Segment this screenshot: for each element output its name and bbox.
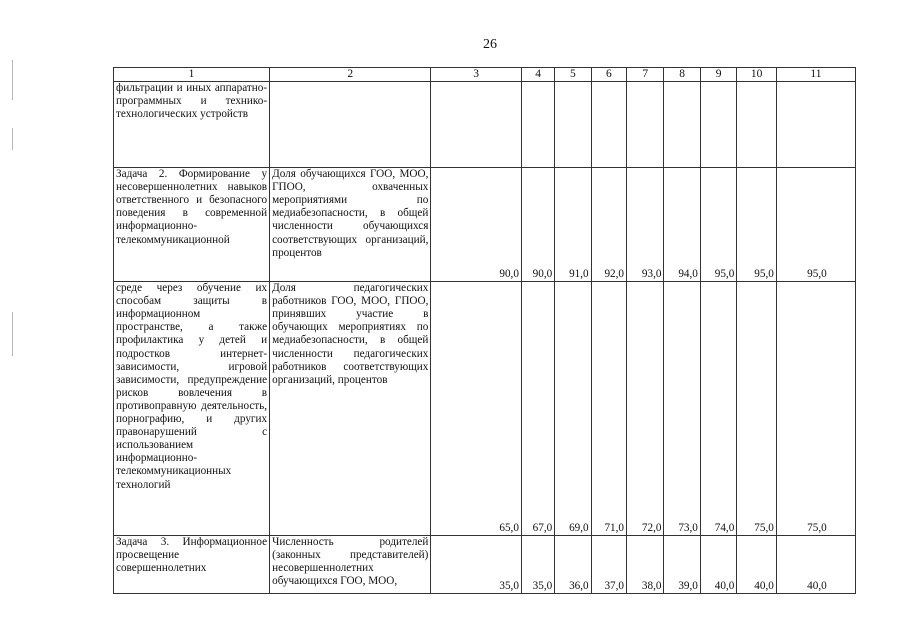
column-header: 8	[664, 68, 700, 82]
task-cell: фильтрации и иных аппаратно-программных и технико-технологических устройств	[114, 82, 270, 168]
value-cell	[737, 82, 777, 168]
value-cell: 74,0	[700, 282, 736, 536]
value-cell	[591, 82, 626, 168]
indicator-cell	[270, 82, 431, 168]
table-row	[114, 536, 856, 594]
column-header: 2	[270, 68, 431, 82]
value-cell	[627, 82, 664, 168]
indicators-table	[113, 67, 856, 594]
value-cell: 75,0	[776, 282, 855, 536]
value-cell	[700, 82, 736, 168]
task-cell: среде через обучение их способам защиты в информационном пространстве, а также профилактика у детей и подростков интернет-зависимости, игровой зависимости, предупреждение рисков вовлечения в противоправную деятельность, порнографию, и других правонарушений с использованием информационно-телекоммуникационных технологий	[114, 282, 270, 536]
column-header: 7	[627, 68, 664, 82]
scan-mark	[12, 128, 13, 150]
column-header: 3	[431, 68, 522, 82]
value-cell: 35,0	[431, 536, 522, 594]
value-cell: 38,0	[627, 536, 664, 594]
value-cell: 40,0	[737, 536, 777, 594]
indicator-cell: Численность родителей (законных представителей) несовершеннолетних обучающихся ГОО, МОО,	[270, 536, 431, 594]
value-cell	[521, 82, 554, 168]
value-cell: 90,0	[431, 168, 522, 282]
value-cell: 95,0	[776, 168, 855, 282]
value-cell: 69,0	[555, 282, 591, 536]
value-cell: 37,0	[591, 536, 626, 594]
value-cell: 95,0	[737, 168, 777, 282]
value-cell	[431, 82, 522, 168]
value-cell: 36,0	[555, 536, 591, 594]
table-row	[114, 82, 856, 168]
table-row	[114, 282, 856, 536]
page-number: 26	[483, 37, 497, 52]
column-header: 11	[776, 68, 855, 82]
column-header: 1	[114, 68, 270, 82]
value-cell: 95,0	[700, 168, 736, 282]
indicator-cell: Доля обучающихся ГОО, МОО, ГПОО, охваченных мероприятиями по медиабезопасности, в общей численности обучающихся соответствующих организаций, процентов	[270, 168, 431, 282]
value-cell: 75,0	[737, 282, 777, 536]
value-cell: 94,0	[664, 168, 700, 282]
column-header: 10	[737, 68, 777, 82]
value-cell: 72,0	[627, 282, 664, 536]
value-cell: 35,0	[521, 536, 554, 594]
value-cell: 39,0	[664, 536, 700, 594]
task-cell: Задача 2. Формирование у несовершеннолетних навыков ответственного и безопасного поведения в современной информационно-телекоммуникационной	[114, 168, 270, 282]
scan-mark	[12, 60, 13, 100]
value-cell: 93,0	[627, 168, 664, 282]
value-cell: 40,0	[776, 536, 855, 594]
value-cell: 40,0	[700, 536, 736, 594]
value-cell: 90,0	[521, 168, 554, 282]
value-cell: 71,0	[591, 282, 626, 536]
column-header: 9	[700, 68, 736, 82]
value-cell	[664, 82, 700, 168]
column-header: 4	[521, 68, 554, 82]
column-header: 6	[591, 68, 626, 82]
value-cell: 92,0	[591, 168, 626, 282]
column-number-row	[114, 68, 856, 82]
value-cell: 67,0	[521, 282, 554, 536]
column-header: 5	[555, 68, 591, 82]
scan-mark	[12, 312, 13, 356]
indicator-cell: Доля педагогических работников ГОО, МОО, ГПОО, принявших участие в обучающих мероприятиях по медиабезопасности, в общей численности педагогических работников соответствующих организаций, процентов	[270, 282, 431, 536]
value-cell: 65,0	[431, 282, 522, 536]
value-cell: 91,0	[555, 168, 591, 282]
value-cell	[776, 82, 855, 168]
value-cell	[555, 82, 591, 168]
task-cell: Задача 3. Информационное просвещение совершеннолетних	[114, 536, 270, 594]
value-cell: 73,0	[664, 282, 700, 536]
table-row	[114, 168, 856, 282]
